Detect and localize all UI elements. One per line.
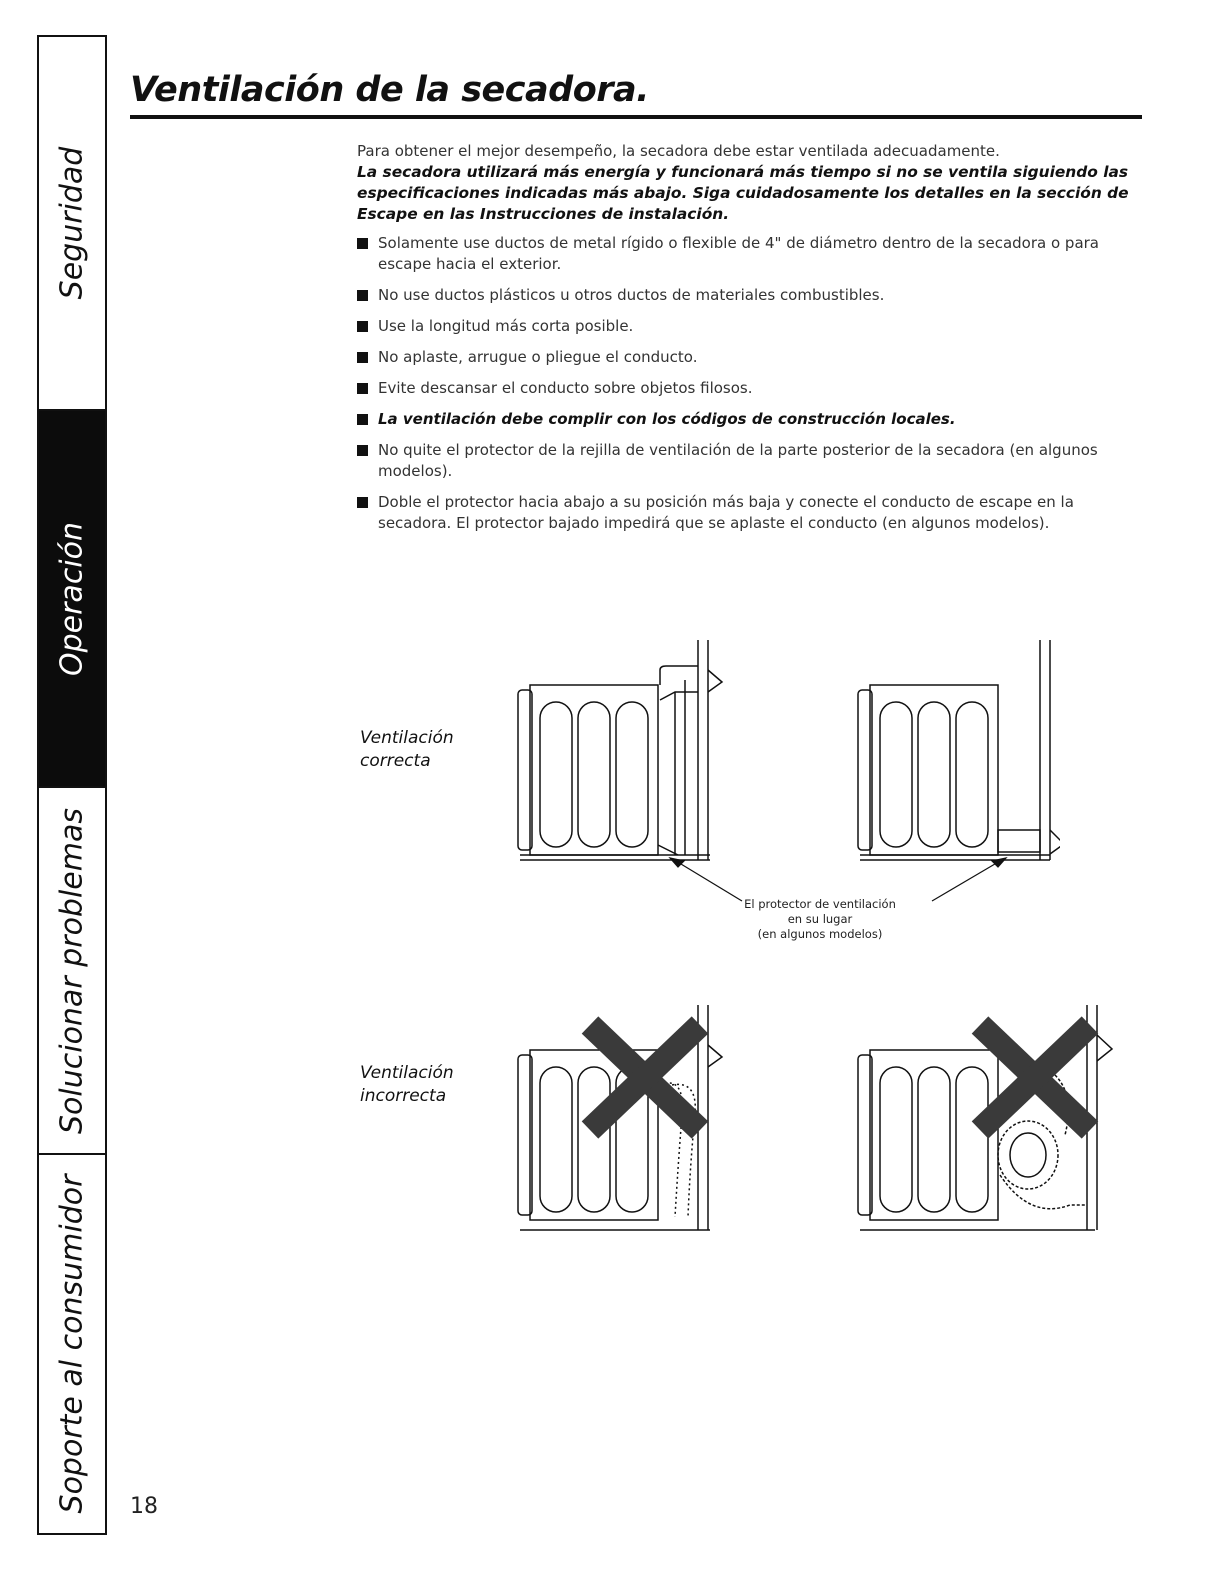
correct-vent-label: Ventilación correcta [360, 728, 454, 771]
page-number: 18 [130, 1494, 158, 1519]
dryer-incorrect-kinked-vent-illustration [500, 1005, 740, 1235]
list-item: Solamente use ductos de metal rígido o flexible de 4" de diámetro dentro de la secadora o para escape hacia el exterior. [357, 233, 1147, 275]
vent-hood-callout [700, 897, 940, 942]
list-item: Evite descansar el conducto sobre objetos filosos. [357, 378, 1147, 399]
callout-line: El protector de ventilación [744, 897, 896, 911]
tab-operacion-label: Operación [54, 521, 90, 676]
list-item: La ventilación debe complir con los códigos de construcción locales. [357, 409, 1147, 430]
vent-rules-list [357, 233, 1147, 534]
tab-seguridad[interactable] [37, 35, 107, 411]
dryer-correct-top-vent-illustration [500, 640, 740, 870]
callout-line: (en algunos modelos) [757, 927, 883, 941]
warning-text: La secadora utilizará más energía y funcionará más tiempo si no se ventila siguiendo las especificaciones indicadas más abajo. Siga cuidadosamente los detalles en la sección de Escape en las Instrucciones de instalación. [357, 163, 1129, 223]
cross-out-x-icon [980, 1025, 1090, 1130]
page-title: Ventilación de la secadora. [130, 70, 649, 110]
dryer-correct-bottom-vent-illustration [850, 640, 1060, 870]
tab-seguridad-label: Seguridad [54, 146, 90, 300]
tab-operacion[interactable] [37, 411, 107, 788]
title-divider [130, 115, 1142, 119]
side-tab-nav [37, 35, 107, 1535]
dryer-incorrect-looped-vent-illustration [850, 1005, 1120, 1235]
tab-soporte-consumidor-label: Soporte al consumidor [54, 1174, 90, 1514]
incorrect-vent-label: Ventilación incorrecta [360, 1063, 454, 1106]
list-item: No aplaste, arrugue o pliegue el conducto. [357, 347, 1147, 368]
tab-soporte-consumidor[interactable] [37, 1155, 107, 1535]
intro-text: Para obtener el mejor desempeño, la secadora debe estar ventilada adecuadamente. [357, 142, 1000, 160]
tab-solucionar-problemas[interactable] [37, 788, 107, 1155]
cross-out-x-icon [590, 1025, 700, 1130]
list-item: No use ductos plásticos u otros ductos de materiales combustibles. [357, 285, 1147, 306]
main-content [357, 141, 1147, 544]
callout-line: en su lugar [787, 912, 853, 926]
list-item: Doble el protector hacia abajo a su posición más baja y conecte el conducto de escape en la secadora. El protector bajado impedirá que se aplaste el conducto (en algunos modelos). [357, 492, 1147, 534]
list-item: No quite el protector de la rejilla de ventilación de la parte posterior de la secadora (en algunos modelos). [357, 440, 1147, 482]
tab-solucionar-problemas-label: Solucionar problemas [54, 807, 90, 1134]
list-item: Use la longitud más corta posible. [357, 316, 1147, 337]
